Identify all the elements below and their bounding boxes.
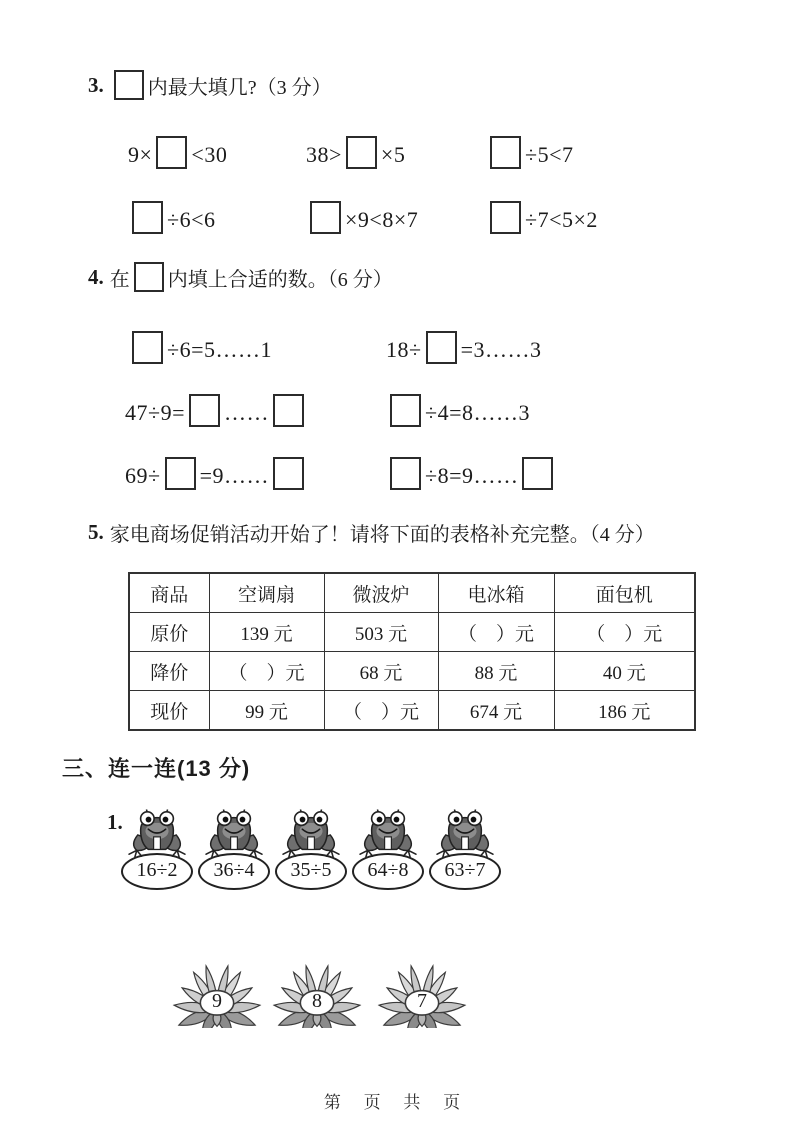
answer-box: [132, 201, 163, 234]
answer-box: [390, 394, 421, 427]
answer-box: [273, 394, 304, 427]
table-header-row: [129, 573, 695, 613]
frog-icon: [435, 808, 495, 860]
expression: 38> ×5: [306, 136, 405, 169]
answer-box: [522, 457, 553, 490]
answer-box: [114, 70, 144, 100]
lotus-item: [268, 962, 366, 1028]
lotus-item: [373, 962, 471, 1028]
table-header-cell: 空调扇: [209, 573, 324, 613]
question-5-header: [88, 518, 655, 547]
table-header-cell: 微波炉: [324, 573, 438, 613]
expression: ÷5<7: [486, 136, 573, 169]
answer-box: [156, 136, 187, 169]
table-cell: 88 元: [438, 652, 554, 691]
frog-item: [192, 808, 276, 890]
table-cell: 40 元: [554, 652, 695, 691]
answer-box: [490, 136, 521, 169]
table-cell: 674 元: [438, 691, 554, 731]
expression: ÷6<6: [128, 201, 215, 234]
question-number: 4.: [88, 264, 104, 289]
answer-box: [426, 331, 457, 364]
answer-box: [273, 457, 304, 490]
table-cell: （ ）元: [554, 613, 695, 652]
frog-icon: [281, 808, 341, 860]
lotus-number: 9: [212, 990, 222, 1012]
answer-box: [346, 136, 377, 169]
table-cell: 139 元: [209, 613, 324, 652]
expression: 69÷ =9……: [125, 457, 308, 490]
question-title: 在 内填上合适的数。（6 分）: [110, 262, 393, 292]
table-header-cell: 电冰箱: [438, 573, 554, 613]
table-cell: （ ）元: [209, 652, 324, 691]
table-cell: 99 元: [209, 691, 324, 731]
answer-box: [390, 457, 421, 490]
table-row: [129, 652, 695, 691]
question-title: 家电商场促销活动开始了！请将下面的表格补充完整。（4 分）: [109, 524, 655, 546]
answer-box: [490, 201, 521, 234]
table-header-cell: 面包机: [554, 573, 695, 613]
frog-item: [423, 808, 507, 890]
expression: ÷7<5×2: [486, 201, 598, 234]
frog-expression-label: 63÷7: [429, 853, 501, 890]
question-4-header: [88, 262, 393, 292]
frog-expression-label: 64÷8: [352, 853, 424, 890]
lotus-number: 8: [312, 990, 322, 1012]
price-table: [128, 572, 696, 731]
table-cell: 186 元: [554, 691, 695, 731]
lotus-item: [168, 962, 266, 1028]
frog-icon: [204, 808, 264, 860]
answer-box: [134, 262, 164, 292]
table-cell: （ ）元: [438, 613, 554, 652]
expression: ×9<8×7: [306, 201, 418, 234]
answer-box: [189, 394, 220, 427]
table-row: [129, 691, 695, 731]
frog-item: [269, 808, 353, 890]
expression: 47÷9= ……: [125, 394, 308, 427]
expression: ÷4=8……3: [386, 394, 530, 427]
expression: 18÷ =3……3: [386, 331, 542, 364]
table-cell: （ ）元: [324, 691, 438, 731]
frog-item: [115, 808, 199, 890]
answer-box: [310, 201, 341, 234]
expression: 9× <30: [128, 136, 227, 169]
frog-icon: [127, 808, 187, 860]
question-title: 内最大填几?（3 分）: [110, 70, 332, 100]
page-footer: 第 页 共 页: [323, 1093, 470, 1112]
lotus-number: 7: [417, 990, 427, 1012]
frog-expression-label: 35÷5: [275, 853, 347, 890]
row-label: 现价: [129, 691, 209, 731]
table-cell: 503 元: [324, 613, 438, 652]
answer-box: [132, 331, 163, 364]
table-header-cell: 商品: [129, 573, 209, 613]
table-row: [129, 613, 695, 652]
frog-item: [346, 808, 430, 890]
section-3-title: 三、连一连(13 分): [62, 756, 251, 781]
table-cell: 68 元: [324, 652, 438, 691]
frog-icon: [358, 808, 418, 860]
row-label: 原价: [129, 613, 209, 652]
question-number: 5.: [88, 520, 104, 544]
row-label: 降价: [129, 652, 209, 691]
frog-expression-label: 16÷2: [121, 853, 193, 890]
item-number: 1.: [107, 810, 123, 834]
question-3-header: [88, 70, 332, 100]
expression: ÷8=9……: [386, 457, 557, 490]
answer-box: [165, 457, 196, 490]
question-number: 3.: [88, 72, 104, 97]
frog-expression-label: 36÷4: [198, 853, 270, 890]
expression: ÷6=5……1: [128, 331, 272, 364]
